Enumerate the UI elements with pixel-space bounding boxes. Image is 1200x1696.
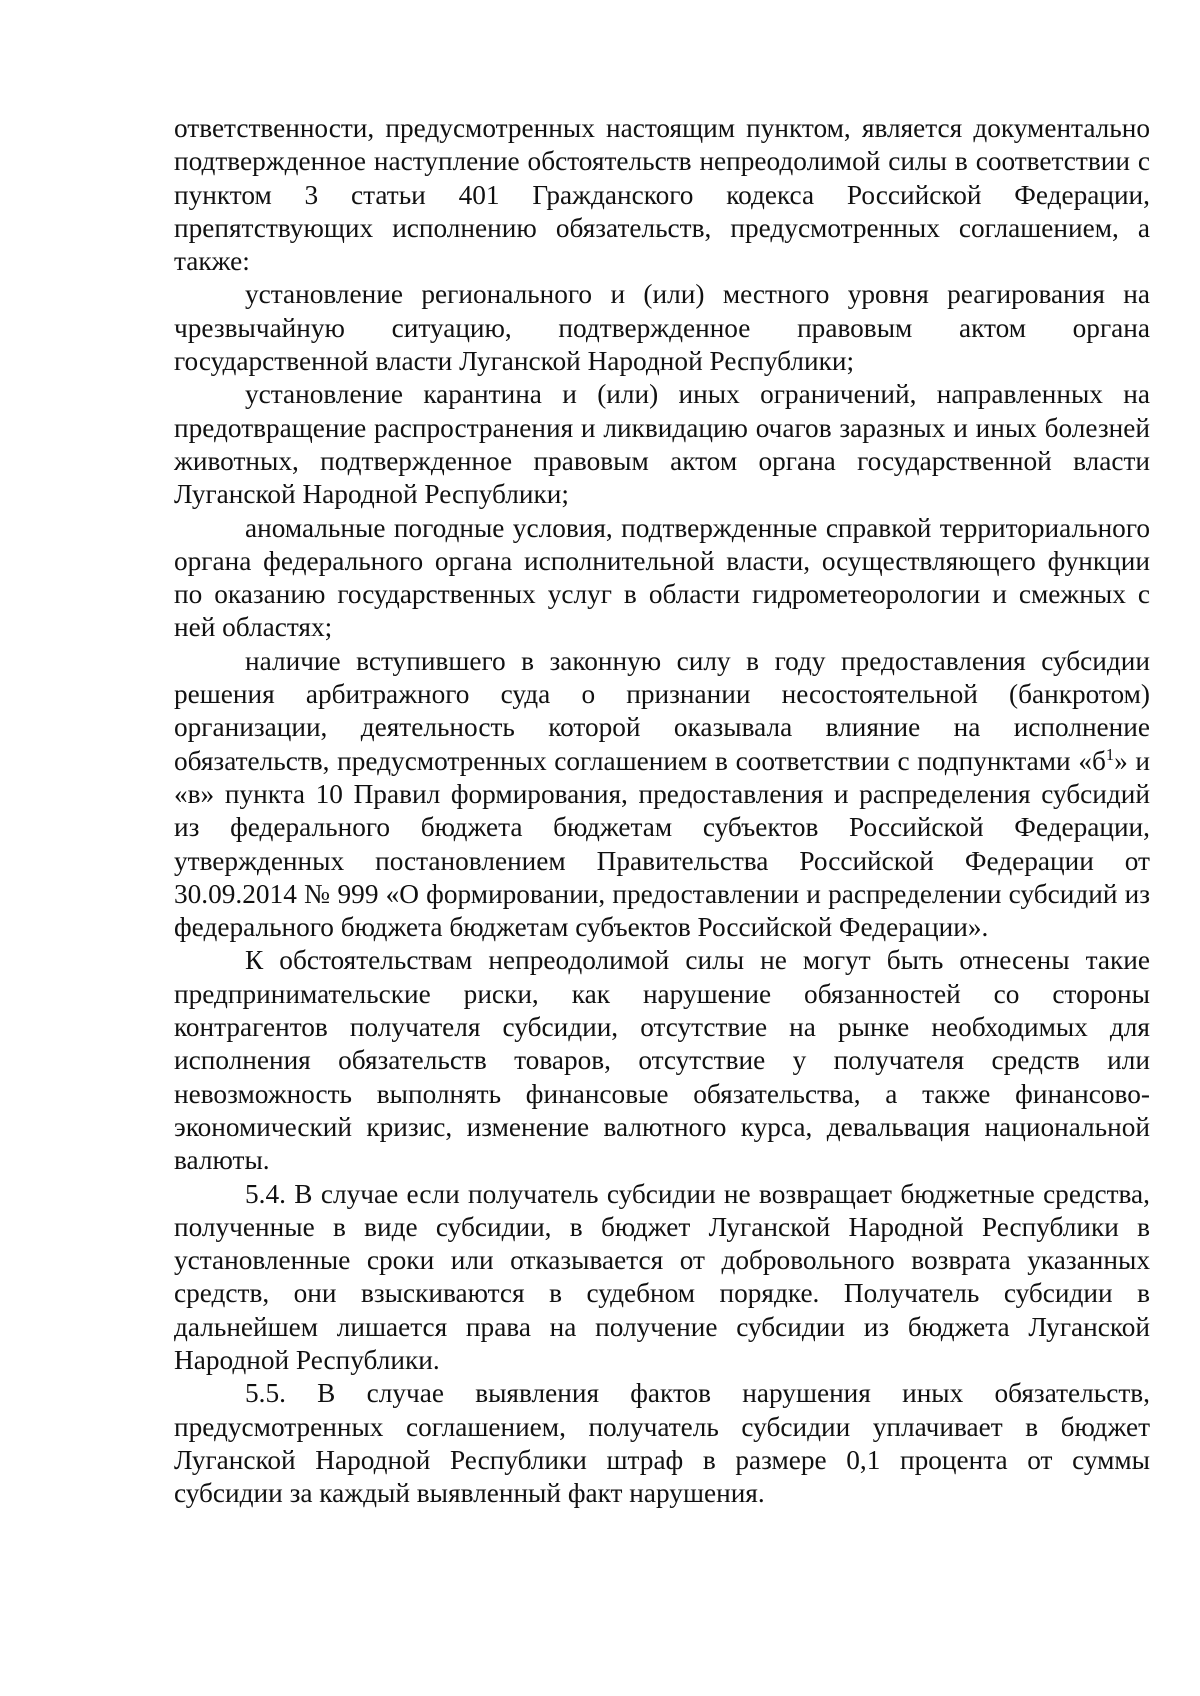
document-body	[174, 112, 1150, 1510]
paragraph-continuation: ответственности, предусмотренных настоящим пунктом, является документально подтвержденное наступление обстоятельств непреодолимой силы в соответствии с пунктом 3 статьи 401 Гражданского кодекса Российской Федерации, препятствующих исполнению обязательств, предусмотренных соглашением, а также:	[174, 113, 1150, 277]
superscript-one: 1	[1105, 744, 1115, 764]
paragraph-regional-emergency: установление регионального и (или) местного уровня реагирования на чрезвычайную ситуацию, подтвержденное правовым актом органа государственной власти Луганской Народной Республики;	[174, 279, 1150, 377]
paragraph-quarantine: установление карантина и (или) иных ограничений, направленных на предотвращение распространения и ликвидацию очагов заразных и иных болезней животных, подтвержденное правовым актом органа государственной власти Луганской Народной Республики;	[174, 379, 1150, 510]
paragraph-force-majeure-exclusions: К обстоятельствам непреодолимой силы не могут быть отнесены такие предпринимательские риски, как нарушение обязанностей со стороны контрагентов получателя субсидии, отсутствие на рынке необходимых для исполнения обязательств товаров, отсутствие у получателя средств или невозможность выполнять финансовые обязательства, а также финансово-экономический кризис, изменение валютного курса, девальвация национальной валюты.	[174, 945, 1150, 1176]
paragraph-clause-5-4: 5.4. В случае если получатель субсидии не возвращает бюджетные средства, полученные в виде субсидии, в бюджет Луганской Народной Республики в установленные сроки или отказывается от добровольного возврата указанных средств, они взыскиваются в судебном порядке. Получатель субсидии в дальнейшем лишается права на получение субсидии из бюджета Луганской Народной Республики.	[174, 1178, 1150, 1375]
paragraph-clause-5-5: 5.5. В случае выявления фактов нарушения иных обязательств, предусмотренных соглашением, получатель субсидии уплачивает в бюджет Луганской Народной Республики штраф в размере 0,1 процента от суммы субсидии за каждый выявленный факт нарушения.	[174, 1378, 1150, 1509]
paragraph-arbitration-text-after: » и «в» пункта 10 Правил формирования, предоставления и распределения субсидий из федерального бюджета бюджетам субъектов Российской Федерации, утвержденных постановлением Правительства Российской Федерации от 30.09.2014 № 999 «О формировании, предоставлении и распределении субсидий из федерального бюджета бюджетам субъектов Российской Федерации».	[174, 745, 1150, 943]
paragraph-arbitration-text-before: наличие вступившего в законную силу в году предоставления субсидии решения арбитражного суда о признании несостоятельной (банкротом) организации, деятельность которой оказывала влияние на исполнение обязательств, предусмотренных соглашением в соответствии с подпунктами «б	[174, 645, 1150, 776]
paragraph-weather-conditions: аномальные погодные условия, подтвержденные справкой территориального органа федерального органа исполнительной власти, осуществляющего функции по оказанию государственных услуг в области гидрометеорологии и смежных с ней областях;	[174, 512, 1150, 643]
paragraph-arbitration-decision	[174, 645, 1150, 945]
